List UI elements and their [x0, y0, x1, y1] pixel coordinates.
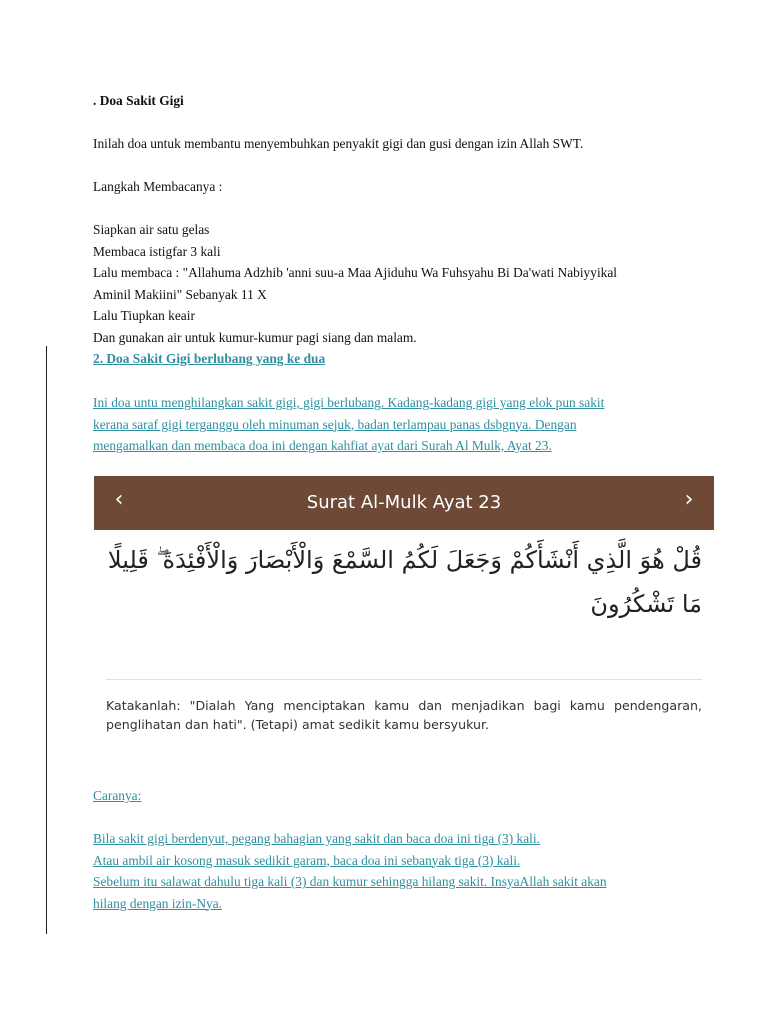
step-item: Aminil Makiini" Sebanyak 11 X — [93, 286, 267, 302]
section-1-heading: . Doa Sakit Gigi — [93, 93, 184, 108]
section-1 — [93, 90, 713, 112]
verse-divider — [106, 679, 702, 680]
method-label-link[interactable]: Caranya: — [93, 788, 142, 803]
section-1-intro-block — [93, 133, 713, 155]
step-item: Lalu membaca : "Allahuma Adzhib 'anni suu-a Maa Ajiduhu Wa Fuhsyahu Bi Da'wati Nabiyyikal — [93, 265, 618, 280]
section-1-intro: Inilah doa untuk membantu menyembuhkan penyakit gigi dan gusi dengan izin Allah SWT. — [93, 136, 584, 151]
description-link-line[interactable]: Ini doa untu menghilangkan sakit gigi, gigi berlubang. Kadang-kadang gigi yang elok pun sakit — [93, 395, 605, 410]
method-label-block — [93, 785, 713, 807]
chevron-left-icon[interactable]: ‹ — [114, 487, 124, 512]
method-link-line[interactable]: Bila sakit gigi berdenyut, pegang bahagian yang sakit dan baca doa ini tiga (3) kali. — [93, 831, 540, 846]
verse-panel-title: Surat Al-Mulk Ayat 23 — [306, 492, 502, 513]
description-link-line[interactable]: kerana saraf gigi terganggu oleh minuman sejuk, badan terlampau panas dsbgnya. Dengan — [93, 416, 577, 432]
steps-label: Langkah Membacanya : — [93, 179, 223, 194]
method-link-line[interactable]: hilang dengan izin-Nya. — [93, 895, 223, 911]
steps-label-block — [93, 176, 713, 198]
arabic-verse: قُلْ هُوَ الَّذِي أَنْشَأَكُمْ وَجَعَلَ لَكُمُ السَّمْعَ وَالْأَبْصَارَ وَالْأَفْئِدَةَ ۖ قَلِيلًا مَا تَشْكُرُونَ — [107, 546, 702, 618]
method-link-line[interactable]: Sebelum itu salawat dahulu tiga kali (3) dan kumur sehingga hilang sakit. InsyaAllah sakit akan — [93, 874, 607, 889]
section-2-heading-link[interactable]: 2. Doa Sakit Gigi berlubang yang ke dua — [93, 351, 326, 366]
description-link-line[interactable]: mengamalkan dan membaca doa ini dengan kahfiat ayat dari Surah Al Mulk, Ayat 23. — [93, 438, 552, 453]
section-2-heading-block — [93, 348, 713, 370]
step-item: Membaca istigfar 3 kali — [93, 243, 221, 259]
chevron-right-icon[interactable]: › — [684, 487, 694, 512]
step-item: Dan gunakan air untuk kumur-kumur pagi siang dan malam. — [93, 329, 417, 345]
step-item: Siapkan air satu gelas — [93, 222, 210, 237]
steps-list — [93, 219, 713, 348]
verse-translation: Katakanlah: "Dialah Yang menciptakan kamu dan menjadikan bagi kamu pendengaran, penglihatan dan hati". (Tetapi) amat sedikit kamu bersyukur. — [106, 698, 702, 732]
section-2-description — [93, 392, 713, 457]
margin-bar — [46, 346, 47, 934]
method-link-line[interactable]: Atau ambil air kosong masuk sedikit garam, baca doa ini sebanyak tiga (3) kali. — [93, 852, 521, 868]
verse-panel — [94, 476, 714, 756]
verse-panel-header — [94, 476, 714, 530]
step-item: Lalu Tiupkan keair — [93, 308, 195, 323]
method-lines — [93, 828, 713, 914]
